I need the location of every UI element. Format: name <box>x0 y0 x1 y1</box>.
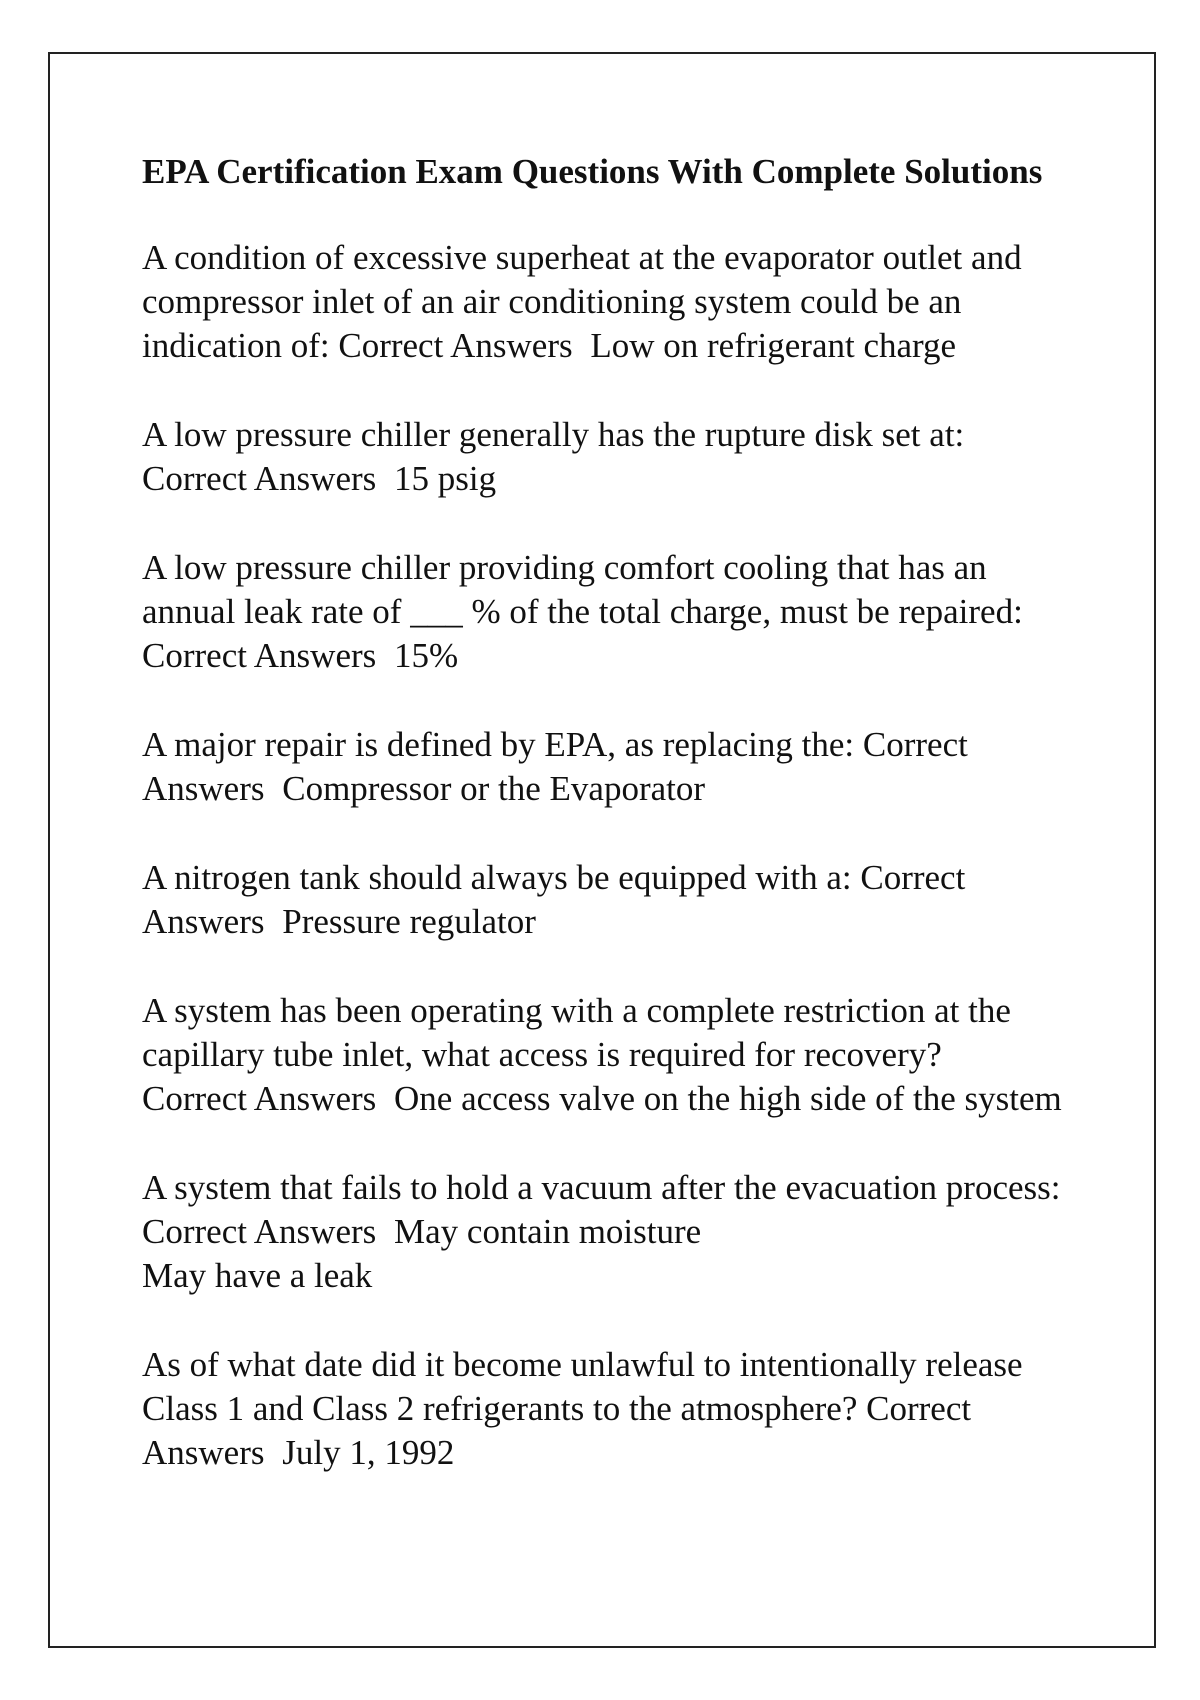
question-text: A system that fails to hold a vacuum after the evacuation process: <box>142 1168 1061 1207</box>
answer-text: May contain moisture <box>394 1212 702 1251</box>
question-text: A low pressure chiller generally has the rupture disk set at: <box>142 415 965 454</box>
qa-item <box>142 723 1082 811</box>
answer-label: Correct Answers <box>142 725 968 808</box>
answer-text: Low on refrigerant charge <box>590 326 957 365</box>
document-body <box>142 150 1082 1520</box>
answer-label: Correct Answers <box>142 1212 377 1251</box>
answer-label: Correct Answers <box>142 459 377 498</box>
question-text: A major repair is defined by EPA, as replacing the: <box>142 725 855 764</box>
qa-item <box>142 413 1082 501</box>
answer-label: Correct Answers <box>142 636 377 675</box>
answer-label: Correct Answers <box>142 1389 972 1472</box>
question-text: As of what date did it become unlawful to intentionally release Class 1 and Class 2 refrigerants to the atmosphere? <box>142 1345 1023 1428</box>
answer-text: 15 psig <box>394 459 497 498</box>
answer-text: One access valve on the high side of the system <box>394 1079 1062 1118</box>
answer-label: Correct Answers <box>142 1079 377 1118</box>
answer-label: Correct Answers <box>338 326 573 365</box>
document-title: EPA Certification Exam Questions With Complete Solutions <box>142 152 1043 191</box>
answer-text: 15% <box>394 636 459 675</box>
answer-label: Correct Answers <box>142 858 966 941</box>
qa-item <box>142 1166 1082 1298</box>
question-text: A nitrogen tank should always be equipped with a: <box>142 858 852 897</box>
answer-text-line2: May have a leak <box>142 1256 373 1295</box>
question-text: A low pressure chiller providing comfort cooling that has an annual leak rate of ___ % of the total charge, must be repaired: <box>142 548 1023 631</box>
question-text: A condition of excessive superheat at the evaporator outlet and compressor inlet of an air conditioning system could be an indication of: <box>142 238 1022 365</box>
answer-text: July 1, 1992 <box>282 1433 455 1472</box>
qa-item <box>142 236 1082 368</box>
answer-text: Compressor or the Evaporator <box>282 769 706 808</box>
qa-item <box>142 1343 1082 1475</box>
qa-item <box>142 989 1082 1121</box>
question-text: A system has been operating with a complete restriction at the capillary tube inlet, what access is required for recovery? <box>142 991 1011 1074</box>
answer-text: Pressure regulator <box>282 902 536 941</box>
qa-item <box>142 856 1082 944</box>
qa-item <box>142 546 1082 678</box>
